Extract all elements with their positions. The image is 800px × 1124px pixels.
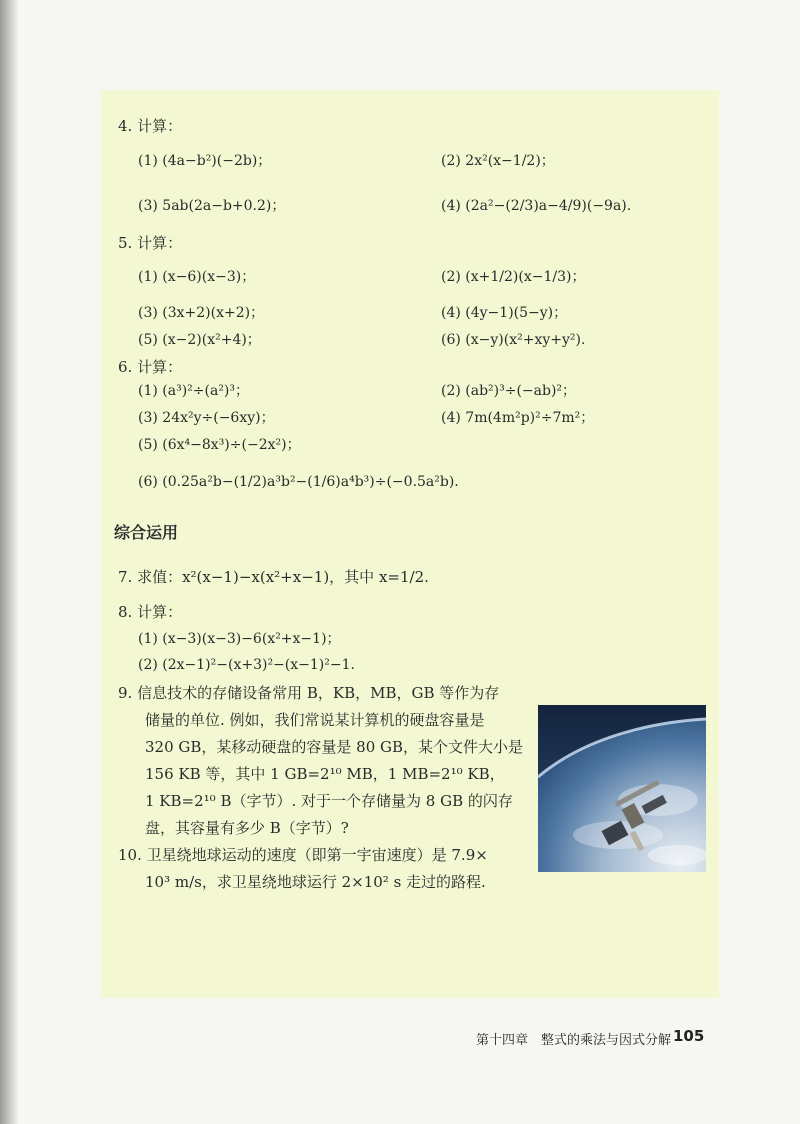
q5-item-3: (3) (3x+2)(x+2)；: [138, 305, 265, 321]
q4-item-3: (3) 5ab(2a−b+0.2)；: [138, 198, 286, 214]
q6-item-4: (4) 7m(4m²p)²÷7m²；: [441, 410, 595, 426]
q10-line-2: 10³ m/s，求卫星绕地球运行 2×10² s 走过的路程.: [145, 873, 486, 891]
q7-text: 7. 求值：x²(x−1)−x(x²+x−1)，其中 x=1/2.: [118, 568, 429, 586]
q8-title: 8. 计算：: [118, 603, 183, 621]
q4-item-4: (4) (2a²−(2/3)a−4/9)(−9a).: [441, 198, 632, 214]
q4-item-2: (2) 2x²(x−1/2)；: [441, 153, 555, 169]
q6-title: 6. 计算：: [118, 358, 183, 376]
earth-satellite-illustration: [538, 705, 706, 872]
q5-item-1: (1) (x−6)(x−3)；: [138, 269, 256, 285]
earth-satellite-photo: [538, 705, 706, 872]
q8-item-2: (2) (2x−1)²−(x+3)²−(x−1)²−1.: [138, 657, 355, 673]
q6-item-6: (6) (0.25a²b−(1/2)a³b²−(1/6)a⁴b³)÷(−0.5a²b).: [138, 474, 459, 490]
q5-item-6: (6) (x−y)(x²+xy+y²).: [441, 332, 586, 348]
page-number: 105: [673, 1027, 705, 1045]
q6-item-1: (1) (a³)²÷(a²)³；: [138, 383, 250, 399]
q5-item-2: (2) (x+1/2)(x−1/3)；: [441, 269, 586, 285]
q9-line-2: 储量的单位. 例如，我们常说某计算机的硬盘容量是: [145, 711, 485, 729]
q5-title: 5. 计算：: [118, 234, 183, 252]
q9-line-4: 156 KB 等，其中 1 GB=2¹⁰ MB，1 MB=2¹⁰ KB，: [145, 765, 505, 783]
q6-item-5: (5) (6x⁴−8x³)÷(−2x²)；: [138, 437, 301, 453]
q6-item-3: (3) 24x²y÷(−6xy)；: [138, 410, 275, 426]
q10-line-1: 10. 卫星绕地球运动的速度（即第一宇宙速度）是 7.9×: [118, 846, 488, 864]
q9-line-1: 9. 信息技术的存储设备常用 B，KB，MB，GB 等作为存: [118, 684, 500, 702]
q6-item-2: (2) (ab²)³÷(−ab)²；: [441, 383, 577, 399]
q9-line-3: 320 GB，某移动硬盘的容量是 80 GB，某个文件大小是: [145, 738, 524, 756]
chapter-title: 第十四章 整式的乘法与因式分解: [476, 1033, 672, 1048]
section-title: 综合运用: [114, 523, 179, 542]
q9-line-5: 1 KB=2¹⁰ B（字节）. 对于一个存储量为 8 GB 的闪存: [145, 792, 513, 810]
q5-item-4: (4) (4y−1)(5−y)；: [441, 305, 568, 321]
q9-line-6: 盘，其容量有多少 B（字节）?: [145, 819, 349, 837]
q8-item-1: (1) (x−3)(x−3)−6(x²+x−1)；: [138, 631, 341, 647]
q5-item-5: (5) (x−2)(x²+4)；: [138, 332, 261, 348]
q4-title: 4. 计算：: [118, 117, 183, 135]
q4-item-1: (1) (4a−b²)(−2b)；: [138, 153, 272, 169]
book-spine-shadow: [0, 0, 18, 1124]
